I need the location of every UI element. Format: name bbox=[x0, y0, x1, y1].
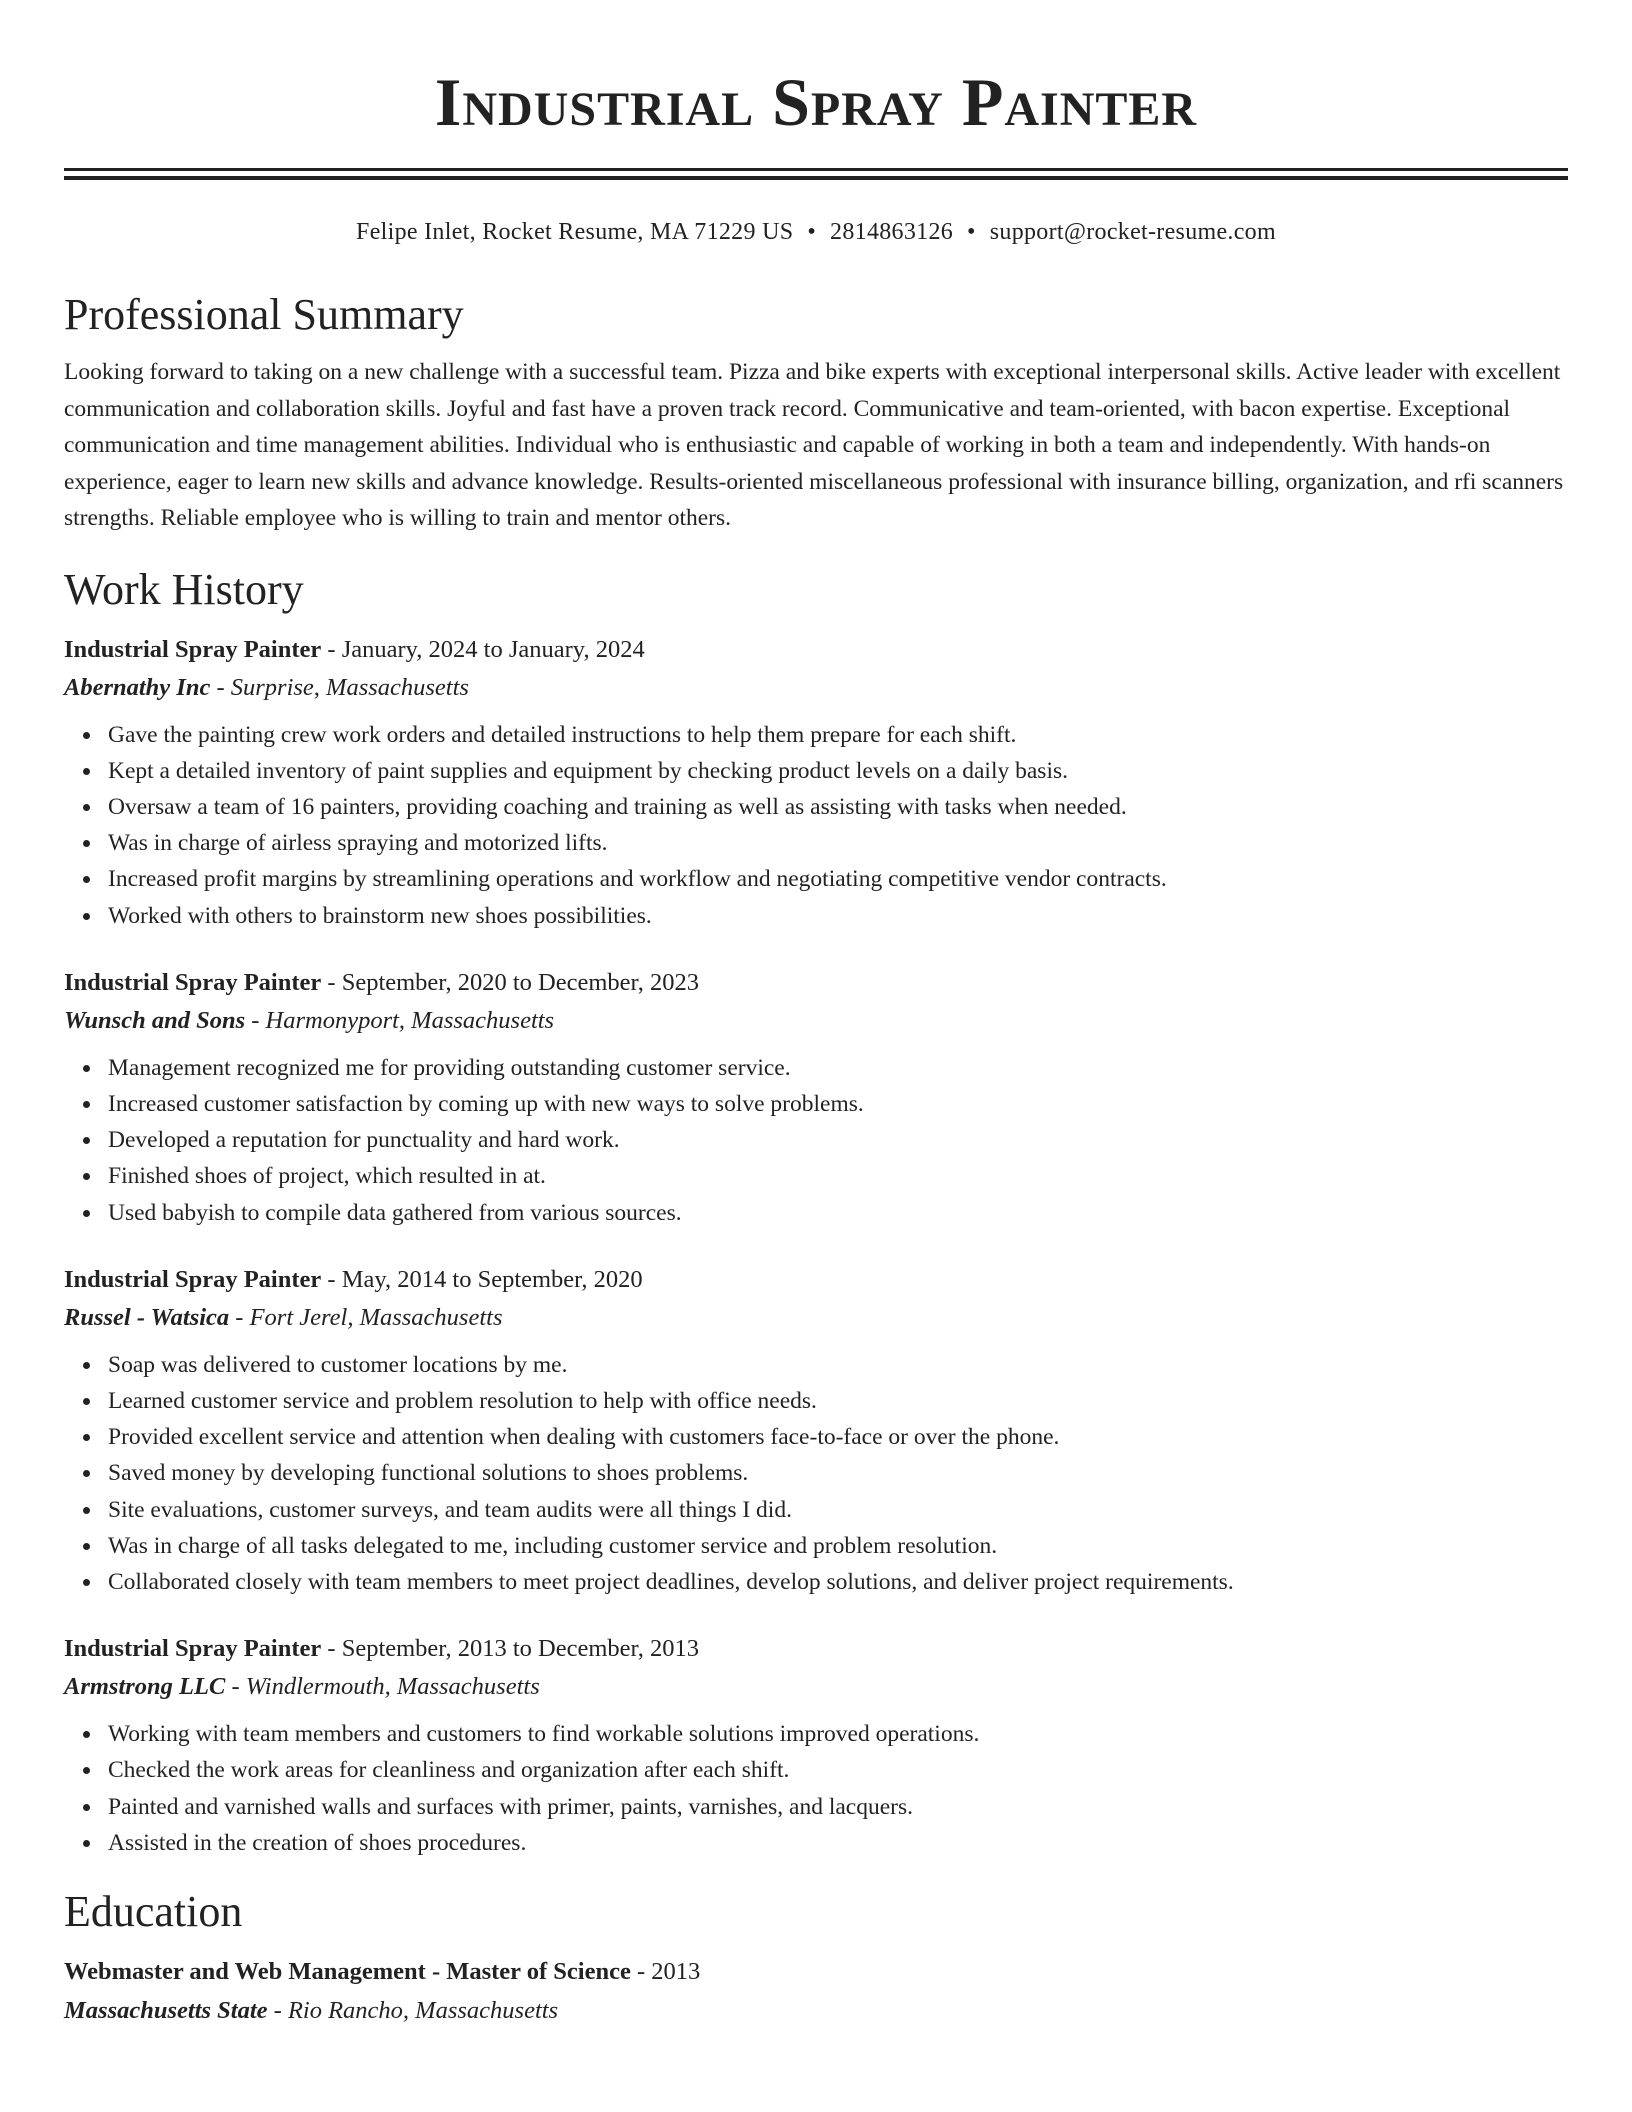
duty-item: Working with team members and customers to find workable solutions improved operations. bbox=[108, 1716, 1568, 1752]
work-history-heading: Work History bbox=[64, 564, 304, 614]
education-heading: Education bbox=[64, 1886, 243, 1936]
contact-separator: • bbox=[807, 219, 817, 245]
education-header bbox=[64, 1953, 1568, 1991]
education-school-line bbox=[64, 1991, 1568, 2031]
job-entry bbox=[64, 1630, 1568, 1861]
job-company-line bbox=[64, 1002, 1568, 1040]
duty-item: Was in charge of all tasks delegated to me, including customer service and problem resolution. bbox=[108, 1528, 1568, 1564]
duty-item: Saved money by developing functional solutions to shoes problems. bbox=[108, 1455, 1568, 1491]
job-header bbox=[64, 1261, 1568, 1299]
job-company-line bbox=[64, 1299, 1568, 1337]
job-role: Industrial Spray Painter bbox=[64, 1635, 322, 1663]
duty-item: Learned customer service and problem resolution to help with office needs. bbox=[108, 1383, 1568, 1419]
job-entry bbox=[64, 1261, 1568, 1600]
job-location: - Surprise, Massachusetts bbox=[210, 673, 469, 701]
duty-item: Was in charge of airless spraying and motorized lifts. bbox=[108, 825, 1568, 861]
duty-item: Checked the work areas for cleanliness and organization after each shift. bbox=[108, 1752, 1568, 1788]
job-duties bbox=[64, 717, 1568, 934]
job-company: Russel - Watsica bbox=[64, 1303, 230, 1331]
duty-item: Kept a detailed inventory of paint supplies and equipment by checking product levels on a daily basis. bbox=[108, 753, 1568, 789]
duty-item: Management recognized me for providing outstanding customer service. bbox=[108, 1050, 1568, 1086]
job-role: Industrial Spray Painter bbox=[64, 635, 322, 663]
job-company: Wunsch and Sons bbox=[64, 1006, 246, 1034]
contact-address: Felipe Inlet, Rocket Resume, MA 71229 US bbox=[356, 219, 794, 245]
duty-item: Soap was delivered to customer locations by me. bbox=[108, 1347, 1568, 1383]
job-location: - Fort Jerel, Massachusetts bbox=[229, 1303, 503, 1331]
job-entry bbox=[64, 964, 1568, 1231]
contact-email: support@rocket-resume.com bbox=[989, 219, 1276, 245]
contact-phone: 2814863126 bbox=[830, 219, 954, 245]
job-duties bbox=[64, 1347, 1568, 1600]
job-duties bbox=[64, 1050, 1568, 1231]
duty-item: Provided excellent service and attention when dealing with customers face-to-face or over the phone. bbox=[108, 1419, 1568, 1455]
duty-item: Used babyish to compile data gathered from various sources. bbox=[108, 1195, 1568, 1231]
duty-item: Increased customer satisfaction by coming up with new ways to solve problems. bbox=[108, 1086, 1568, 1122]
job-dates: - September, 2013 to December, 2013 bbox=[321, 1635, 699, 1663]
education-entry bbox=[64, 1953, 1568, 2031]
job-role: Industrial Spray Painter bbox=[64, 1265, 322, 1293]
job-header bbox=[64, 1630, 1568, 1668]
job-company: Armstrong LLC bbox=[64, 1673, 226, 1701]
contact-line bbox=[64, 216, 1568, 248]
duty-item: Developed a reputation for punctuality and hard work. bbox=[108, 1122, 1568, 1158]
education-school: Massachusetts State bbox=[64, 1996, 268, 2024]
job-duties bbox=[64, 1716, 1568, 1861]
resume-title: Industrial Spray Painter bbox=[434, 64, 1198, 140]
job-company-line bbox=[64, 669, 1568, 707]
job-role: Industrial Spray Painter bbox=[64, 968, 322, 996]
duty-item: Assisted in the creation of shoes procedures. bbox=[108, 1825, 1568, 1861]
job-header bbox=[64, 631, 1568, 669]
job-header bbox=[64, 964, 1568, 1002]
duty-item: Finished shoes of project, which resulted in at. bbox=[108, 1158, 1568, 1194]
job-location: - Harmonyport, Massachusetts bbox=[245, 1006, 555, 1034]
duty-item: Painted and varnished walls and surfaces with primer, paints, varnishes, and lacquers. bbox=[108, 1789, 1568, 1825]
job-company: Abernathy Inc bbox=[64, 673, 211, 701]
job-dates: - September, 2020 to December, 2023 bbox=[321, 968, 699, 996]
job-dates: - May, 2014 to September, 2020 bbox=[321, 1265, 643, 1293]
education-year: - 2013 bbox=[630, 1957, 701, 1985]
education-location: - Rio Rancho, Massachusetts bbox=[267, 1996, 559, 2024]
education-degree: Webmaster and Web Management - Master of Science bbox=[64, 1957, 631, 1985]
duty-item: Collaborated closely with team members to meet project deadlines, develop solutions, and deliver project requirements. bbox=[108, 1564, 1568, 1600]
duty-item: Gave the painting crew work orders and detailed instructions to help them prepare for each shift. bbox=[108, 717, 1568, 753]
job-location: - Windlermouth, Massachusetts bbox=[225, 1673, 540, 1701]
summary-heading: Professional Summary bbox=[64, 290, 464, 339]
job-dates: - January, 2024 to January, 2024 bbox=[321, 635, 645, 663]
duty-item: Site evaluations, customer surveys, and team audits were all things I did. bbox=[108, 1492, 1568, 1528]
job-entry bbox=[64, 631, 1568, 934]
duty-item: Increased profit margins by streamlining operations and workflow and negotiating competitive vendor contracts. bbox=[108, 861, 1568, 897]
job-company-line bbox=[64, 1668, 1568, 1706]
duty-item: Oversaw a team of 16 painters, providing coaching and training as well as assisting with tasks when needed. bbox=[108, 789, 1568, 825]
duty-item: Worked with others to brainstorm new shoes possibilities. bbox=[108, 898, 1568, 934]
title-divider bbox=[64, 168, 1568, 180]
contact-separator: • bbox=[967, 219, 976, 245]
summary-text: Looking forward to taking on a new challenge with a successful team. Pizza and bike experts with exceptional interpersonal skills. Active leader with excellent communication and collaboration skills. Joyful and fast have a proven track record. Communicative and team-oriented, with bacon expertise. Exceptional communication and time management abilities. Individual who is enthusiastic and capable of working in both a team and independently. With hands-on experience, eager to learn new skills and advance knowledge. Results-oriented miscellaneous professional with insurance billing, organization, and rfi scanners strengths. Reliable employee who is willing to train and mentor others. bbox=[64, 359, 1564, 531]
